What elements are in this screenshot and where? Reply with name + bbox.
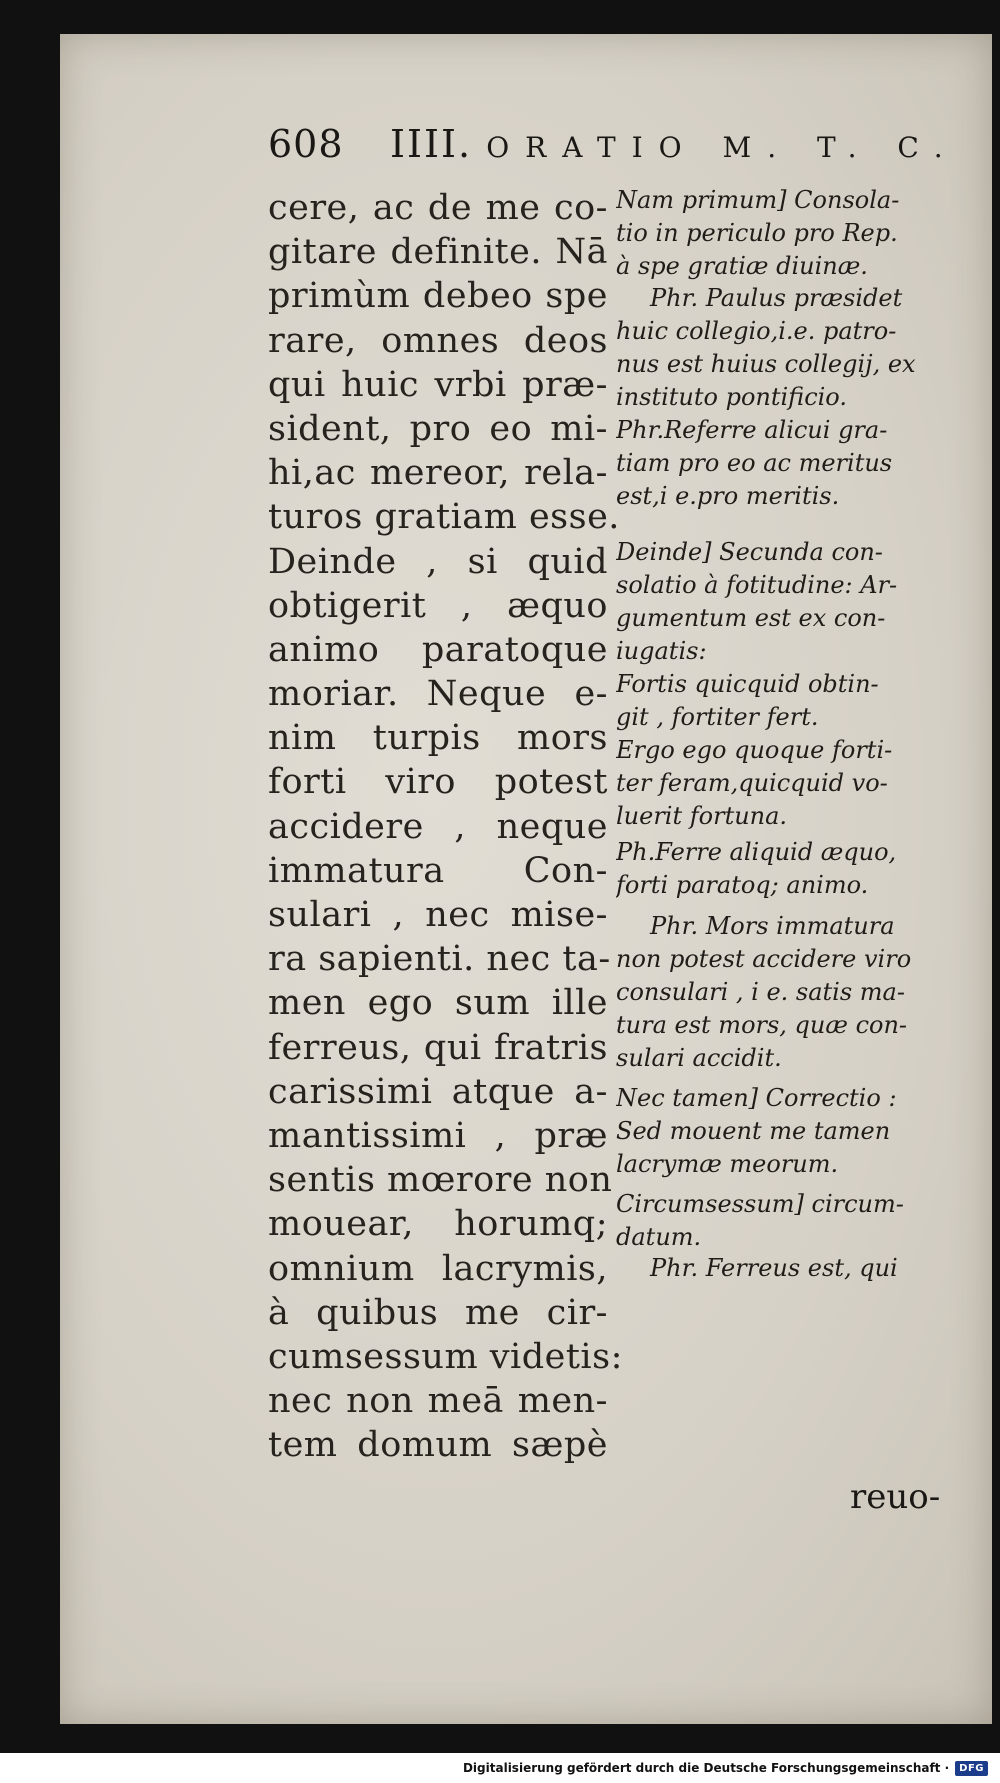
main-text-line: qui huic vrbi præ- [268, 364, 608, 405]
note-line: nus est huius collegij, ex [616, 350, 916, 378]
marginal-note [616, 536, 958, 833]
note-line: Ergo ego quoque forti- [616, 736, 893, 764]
main-text-line: sident, pro eo mi- [268, 408, 608, 449]
note-line: ter feram,quicquid vo- [616, 769, 888, 797]
note-line: Fortis quicquid obtin- [616, 670, 879, 698]
catchword: reuo- [850, 1477, 941, 1517]
main-text-line: sentis mœrore non [268, 1160, 613, 1201]
main-text-line: carissimi atque a- [268, 1071, 608, 1112]
marginal-note [616, 910, 958, 1075]
main-text-line: obtigerit , æquo [268, 585, 608, 626]
footer-credit: Digitalisierung gefördert durch die Deutsche Forschungsgemeinschaft · [462, 1761, 950, 1775]
note-line: Nam primum] Consola- [616, 186, 900, 214]
note-line: solatio à fotitudine: Ar- [616, 571, 898, 599]
note-line: à spe gratiæ diuinæ. [616, 252, 868, 280]
note-line: Phr.Referre alicui gra- [616, 416, 888, 444]
note-line: forti paratoq; animo. [616, 871, 869, 899]
main-text-line: cumsessum videtis: [268, 1336, 623, 1377]
note-line: tura est mors, quæ con- [616, 1011, 908, 1039]
note-line: tiam pro eo ac meritus [616, 449, 893, 477]
main-text-line: accidere , neque [268, 806, 608, 847]
marginal-note [616, 836, 958, 902]
main-text-line: mouear, horumq; [268, 1204, 608, 1245]
marginal-note [616, 1188, 958, 1254]
page-number: 608 [268, 122, 344, 166]
marginal-note [616, 1252, 958, 1285]
main-text-line: mantissimi , præ [268, 1115, 608, 1156]
main-text-line: cere, ac de me co- [268, 188, 608, 228]
main-text-line: Deinde , si quid [268, 541, 608, 582]
main-text-line: rare, omnes deos [268, 320, 608, 361]
marginal-note [616, 1082, 958, 1181]
main-text-line: moriar. Neque e- [268, 674, 608, 715]
note-line: Phr. Ferreus est, qui [650, 1254, 898, 1282]
note-line: Sed mouent me tamen [616, 1117, 891, 1145]
note-line: luerit fortuna. [616, 802, 788, 830]
note-line: Phr. Paulus præsidet [650, 284, 903, 312]
note-line: lacrymæ meorum. [616, 1150, 839, 1178]
note-line: sulari accidit. [616, 1044, 782, 1072]
marginal-note [616, 184, 958, 283]
main-text-line: turos gratiam esse. [268, 497, 620, 538]
note-line: Deinde] Secunda con- [616, 538, 883, 566]
main-text-line: tem domum sæpè [268, 1425, 608, 1466]
note-line: Ph.Ferre aliquid æquo, [616, 838, 897, 866]
note-line: consulari , i e. satis ma- [616, 978, 905, 1006]
main-text-line: primùm debeo spe [268, 276, 608, 317]
note-line: tio in periculo pro Rep. [616, 219, 898, 247]
note-line: est,i e.pro meritis. [616, 482, 840, 510]
main-text-column [268, 186, 623, 1467]
note-line: Phr. Mors immatura [650, 912, 895, 940]
marginal-note [616, 282, 958, 414]
note-line: git , fortiter fert. [616, 703, 819, 731]
main-text-line: nec non meā men- [268, 1381, 608, 1422]
note-line: instituto pontificio. [616, 383, 847, 411]
note-line: iugatis: [616, 637, 707, 665]
note-line: gumentum est ex con- [616, 604, 886, 632]
main-text-line: forti viro potest [268, 762, 608, 803]
main-text-line: sulari , nec mise- [268, 895, 608, 935]
main-text-line: ferreus, qui fratris [268, 1027, 608, 1068]
note-line: huic collegio,i.e. patro- [616, 317, 897, 345]
main-text-line: animo paratoque [268, 629, 608, 670]
main-text-line: omnium lacrymis, [268, 1248, 608, 1289]
note-line: Circumsessum] circum- [616, 1190, 904, 1218]
title-roman: IIII. [390, 122, 473, 166]
main-text-line: hi,ac mereor, rela- [268, 453, 608, 494]
dfg-logo-icon: DFG [955, 1761, 988, 1776]
main-text-line: men ego sum ille [268, 983, 608, 1024]
note-line: Nec tamen] Correctio : [616, 1084, 897, 1112]
running-header [268, 122, 958, 172]
main-text-line: ra sapienti. nec ta- [268, 939, 611, 980]
footer [463, 1757, 988, 1779]
marginal-note [616, 414, 958, 513]
note-line: non potest accidere viro [616, 945, 912, 973]
main-text-line: nim turpis mors [268, 718, 608, 759]
running-title [390, 122, 959, 166]
main-text-line: à quibus me cir- [268, 1292, 608, 1333]
title-caps: ORATIO M. T. C. [486, 131, 959, 164]
note-line: datum. [616, 1223, 702, 1251]
main-text-line: gitare definite. Nā [268, 232, 608, 273]
main-text-line: immatura Con- [268, 850, 608, 891]
